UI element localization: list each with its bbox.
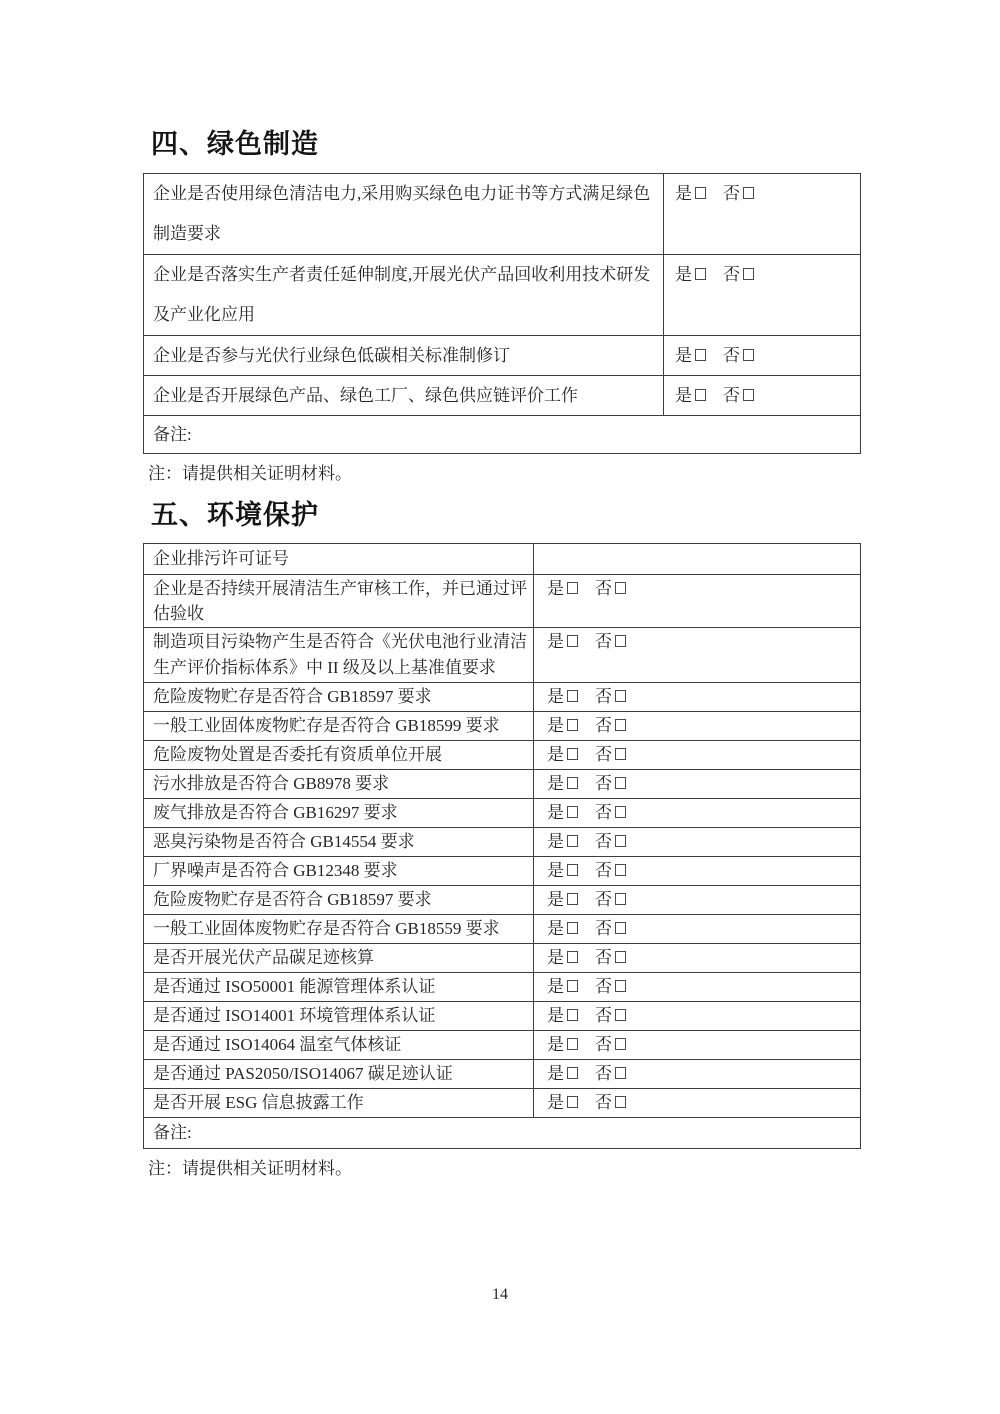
no-label: 否	[595, 1093, 612, 1112]
no-checkbox-box[interactable]	[743, 349, 754, 361]
no-checkbox-box[interactable]	[615, 748, 626, 760]
yes-checkbox[interactable]	[547, 716, 578, 735]
yes-label: 是	[547, 716, 564, 735]
answer-cell	[534, 1031, 861, 1060]
question-cell: 是否通过 ISO14064 温室气体核证	[144, 1031, 534, 1060]
question-cell: 企业是否使用绿色清洁电力,采用购买绿色电力证书等方式满足绿色制造要求	[144, 174, 664, 255]
question-cell: 危险废物贮存是否符合 GB18597 要求	[144, 683, 534, 712]
table-row	[144, 1031, 861, 1060]
yes-label: 是	[547, 774, 564, 793]
table-row	[144, 1002, 861, 1031]
yes-checkbox[interactable]	[547, 632, 578, 651]
answer-cell	[534, 628, 861, 683]
yes-label: 是	[547, 890, 564, 909]
question-cell: 危险废物处置是否委托有资质单位开展	[144, 741, 534, 770]
yes-checkbox[interactable]	[547, 1093, 578, 1112]
table-row	[144, 799, 861, 828]
yes-checkbox-box[interactable]	[567, 1067, 578, 1079]
question-cell: 企业是否参与光伏行业绿色低碳相关标准制修订	[144, 336, 664, 376]
no-checkbox-box[interactable]	[615, 893, 626, 905]
answer-cell	[664, 336, 861, 376]
question-cell: 是否开展光伏产品碳足迹核算	[144, 944, 534, 973]
no-label: 否	[595, 687, 612, 706]
question-cell: 是否通过 ISO14001 环境管理体系认证	[144, 1002, 534, 1031]
no-checkbox[interactable]	[723, 265, 754, 284]
table-row	[144, 683, 861, 712]
yes-label: 是	[547, 832, 564, 851]
table-row	[144, 857, 861, 886]
environmental-protection-table	[143, 543, 861, 1149]
no-label: 否	[595, 890, 612, 909]
page-number: 14	[492, 1286, 508, 1303]
table-row	[144, 712, 861, 741]
yes-label: 是	[675, 184, 692, 203]
yes-label: 是	[675, 345, 692, 365]
no-checkbox-box[interactable]	[743, 389, 754, 401]
yes-checkbox-box[interactable]	[567, 1096, 578, 1108]
no-checkbox-box[interactable]	[615, 1096, 626, 1108]
table-row	[144, 886, 861, 915]
yes-label: 是	[547, 977, 564, 996]
yes-checkbox[interactable]	[675, 265, 706, 284]
yes-checkbox[interactable]	[675, 346, 706, 365]
answer-cell	[534, 944, 861, 973]
yes-label: 是	[675, 385, 692, 405]
yes-checkbox[interactable]	[547, 774, 578, 793]
answer-cell	[534, 857, 861, 886]
answer-cell	[534, 770, 861, 799]
question-cell: 危险废物贮存是否符合 GB18597 要求	[144, 886, 534, 915]
yes-checkbox[interactable]	[547, 803, 578, 822]
yes-label: 是	[547, 1006, 564, 1025]
yes-label: 是	[547, 1035, 564, 1054]
table-row	[144, 1118, 861, 1149]
no-checkbox[interactable]	[595, 919, 626, 938]
note-text: 注：请提供相关证明材料。	[148, 1159, 352, 1178]
no-label: 否	[595, 632, 612, 651]
no-checkbox[interactable]	[723, 386, 754, 405]
no-checkbox[interactable]	[595, 948, 626, 967]
question-cell: 厂界噪声是否符合 GB12348 要求	[144, 857, 534, 886]
no-label: 否	[595, 803, 612, 822]
no-label: 否	[595, 948, 612, 967]
no-label: 否	[595, 1006, 612, 1025]
no-label: 否	[595, 745, 612, 764]
no-checkbox[interactable]	[595, 861, 626, 880]
no-checkbox-box[interactable]	[615, 835, 626, 847]
table-row	[144, 828, 861, 857]
no-checkbox[interactable]	[723, 184, 754, 203]
answer-cell	[534, 1060, 861, 1089]
yes-checkbox-box[interactable]	[567, 806, 578, 818]
question-cell: 是否通过 PAS2050/ISO14067 碳足迹认证	[144, 1060, 534, 1089]
no-label: 否	[595, 1035, 612, 1054]
question-cell: 污水排放是否符合 GB8978 要求	[144, 770, 534, 799]
no-checkbox-box[interactable]	[615, 1009, 626, 1021]
yes-checkbox[interactable]	[547, 1006, 578, 1025]
remark-cell[interactable]: 备注:	[144, 1118, 861, 1149]
table-row	[144, 174, 861, 255]
yes-checkbox-box[interactable]	[567, 835, 578, 847]
yes-label: 是	[675, 265, 692, 284]
yes-checkbox[interactable]	[547, 861, 578, 880]
no-checkbox[interactable]	[595, 832, 626, 851]
no-checkbox-box[interactable]	[615, 864, 626, 876]
answer-cell	[534, 915, 861, 944]
page-content	[143, 0, 860, 1180]
no-label: 否	[723, 265, 740, 284]
question-cell: 企业是否落实生产者责任延伸制度,开展光伏产品回收利用技术研发及产业化应用	[144, 255, 664, 336]
yes-checkbox-box[interactable]	[567, 1038, 578, 1050]
table-row	[144, 628, 861, 683]
no-checkbox-box[interactable]	[615, 719, 626, 731]
question-cell: 是否开展 ESG 信息披露工作	[144, 1089, 534, 1118]
yes-checkbox-box[interactable]	[567, 922, 578, 934]
no-label: 否	[595, 977, 612, 996]
yes-label: 是	[547, 948, 564, 967]
question-cell: 制造项目污染物产生是否符合《光伏电池行业清洁生产评价指标体系》中 II 级及以上基准值要求	[144, 628, 534, 683]
answer-cell	[534, 1002, 861, 1031]
no-checkbox[interactable]	[595, 1006, 626, 1025]
no-label: 否	[723, 184, 740, 203]
yes-checkbox[interactable]	[675, 386, 706, 405]
no-label: 否	[595, 579, 612, 598]
no-checkbox[interactable]	[595, 1035, 626, 1054]
question-cell: 恶臭污染物是否符合 GB14554 要求	[144, 828, 534, 857]
question-cell: 是否通过 ISO50001 能源管理体系认证	[144, 973, 534, 1002]
yes-checkbox-box[interactable]	[567, 777, 578, 789]
question-cell: 一般工业固体废物贮存是否符合 GB18599 要求	[144, 712, 534, 741]
yes-checkbox[interactable]	[547, 745, 578, 764]
no-checkbox[interactable]	[595, 1093, 626, 1112]
yes-checkbox[interactable]	[547, 687, 578, 706]
table-row	[144, 575, 861, 628]
yes-checkbox-box[interactable]	[695, 187, 706, 199]
yes-checkbox-box[interactable]	[695, 389, 706, 401]
answer-cell	[534, 1089, 861, 1118]
no-label: 否	[595, 1064, 612, 1083]
table-row	[144, 544, 861, 575]
yes-checkbox-box[interactable]	[695, 349, 706, 361]
table-row	[144, 255, 861, 336]
answer-cell	[664, 255, 861, 336]
no-checkbox-box[interactable]	[743, 187, 754, 199]
answer-cell	[534, 886, 861, 915]
no-checkbox[interactable]	[723, 346, 754, 365]
permit-number-cell: 企业排污许可证号	[144, 544, 534, 575]
table-row	[144, 416, 861, 454]
no-label: 否	[723, 345, 740, 365]
green-manufacturing-table	[143, 173, 861, 454]
no-checkbox-box[interactable]	[615, 1067, 626, 1079]
answer-cell	[664, 376, 861, 416]
yes-label: 是	[547, 919, 564, 938]
section-4-heading: 四、绿色制造	[151, 129, 319, 159]
no-checkbox-box[interactable]	[615, 690, 626, 702]
no-label: 否	[595, 774, 612, 793]
table-row	[144, 336, 861, 376]
yes-checkbox-box[interactable]	[567, 582, 578, 594]
yes-checkbox[interactable]	[547, 948, 578, 967]
yes-checkbox-box[interactable]	[567, 719, 578, 731]
no-checkbox-box[interactable]	[615, 980, 626, 992]
yes-label: 是	[547, 687, 564, 706]
table-row	[144, 944, 861, 973]
table-row	[144, 973, 861, 1002]
yes-label: 是	[547, 803, 564, 822]
yes-label: 是	[547, 861, 564, 880]
yes-checkbox-box[interactable]	[695, 268, 706, 280]
yes-label: 是	[547, 745, 564, 764]
table-row	[144, 741, 861, 770]
no-checkbox[interactable]	[595, 774, 626, 793]
answer-cell	[534, 973, 861, 1002]
question-cell: 企业是否持续开展清洁生产审核工作，并已通过评估验收	[144, 575, 534, 628]
no-label: 否	[595, 716, 612, 735]
yes-checkbox-box[interactable]	[567, 893, 578, 905]
question-cell: 废气排放是否符合 GB16297 要求	[144, 799, 534, 828]
no-checkbox[interactable]	[595, 890, 626, 909]
yes-checkbox[interactable]	[547, 977, 578, 996]
yes-label: 是	[547, 632, 564, 651]
no-checkbox-box[interactable]	[615, 582, 626, 594]
no-label: 否	[723, 385, 740, 405]
table-row	[144, 1060, 861, 1089]
answer-cell	[664, 174, 861, 255]
question-cell: 一般工业固体废物贮存是否符合 GB18559 要求	[144, 915, 534, 944]
no-checkbox-box[interactable]	[743, 268, 754, 280]
yes-checkbox-box[interactable]	[567, 1009, 578, 1021]
section-5-heading: 五、环境保护	[151, 500, 319, 530]
remark-cell[interactable]: 备注:	[144, 416, 861, 454]
answer-cell	[534, 712, 861, 741]
permit-value-cell[interactable]	[534, 544, 861, 575]
answer-cell	[534, 741, 861, 770]
yes-label: 是	[547, 1093, 564, 1112]
yes-checkbox[interactable]	[675, 184, 706, 203]
yes-checkbox-box[interactable]	[567, 864, 578, 876]
table-row	[144, 915, 861, 944]
no-label: 否	[595, 919, 612, 938]
table-row	[144, 1089, 861, 1118]
no-checkbox-box[interactable]	[615, 806, 626, 818]
table-row	[144, 770, 861, 799]
no-checkbox-box[interactable]	[615, 777, 626, 789]
no-checkbox[interactable]	[595, 687, 626, 706]
answer-cell	[534, 575, 861, 628]
yes-checkbox-box[interactable]	[567, 980, 578, 992]
yes-checkbox-box[interactable]	[567, 951, 578, 963]
no-checkbox[interactable]	[595, 803, 626, 822]
no-checkbox[interactable]	[595, 716, 626, 735]
no-checkbox[interactable]	[595, 579, 626, 598]
yes-checkbox[interactable]	[547, 832, 578, 851]
yes-checkbox-box[interactable]	[567, 690, 578, 702]
no-checkbox[interactable]	[595, 745, 626, 764]
yes-checkbox[interactable]	[547, 1064, 578, 1083]
no-checkbox[interactable]	[595, 1064, 626, 1083]
yes-checkbox[interactable]	[547, 890, 578, 909]
answer-cell	[534, 683, 861, 712]
no-checkbox-box[interactable]	[615, 951, 626, 963]
table-row	[144, 376, 861, 416]
answer-cell	[534, 799, 861, 828]
no-checkbox-box[interactable]	[615, 635, 626, 647]
yes-checkbox-box[interactable]	[567, 748, 578, 760]
no-label: 否	[595, 832, 612, 851]
note-text: 注：请提供相关证明材料。	[148, 464, 352, 483]
no-checkbox[interactable]	[595, 632, 626, 651]
yes-label: 是	[547, 579, 564, 598]
yes-checkbox[interactable]	[547, 579, 578, 598]
no-checkbox[interactable]	[595, 977, 626, 996]
question-cell: 企业是否开展绿色产品、绿色工厂、绿色供应链评价工作	[144, 376, 664, 416]
yes-checkbox[interactable]	[547, 1035, 578, 1054]
answer-cell	[534, 828, 861, 857]
yes-checkbox[interactable]	[547, 919, 578, 938]
no-checkbox-box[interactable]	[615, 922, 626, 934]
yes-label: 是	[547, 1064, 564, 1083]
no-checkbox-box[interactable]	[615, 1038, 626, 1050]
yes-checkbox-box[interactable]	[567, 635, 578, 647]
no-label: 否	[595, 861, 612, 880]
